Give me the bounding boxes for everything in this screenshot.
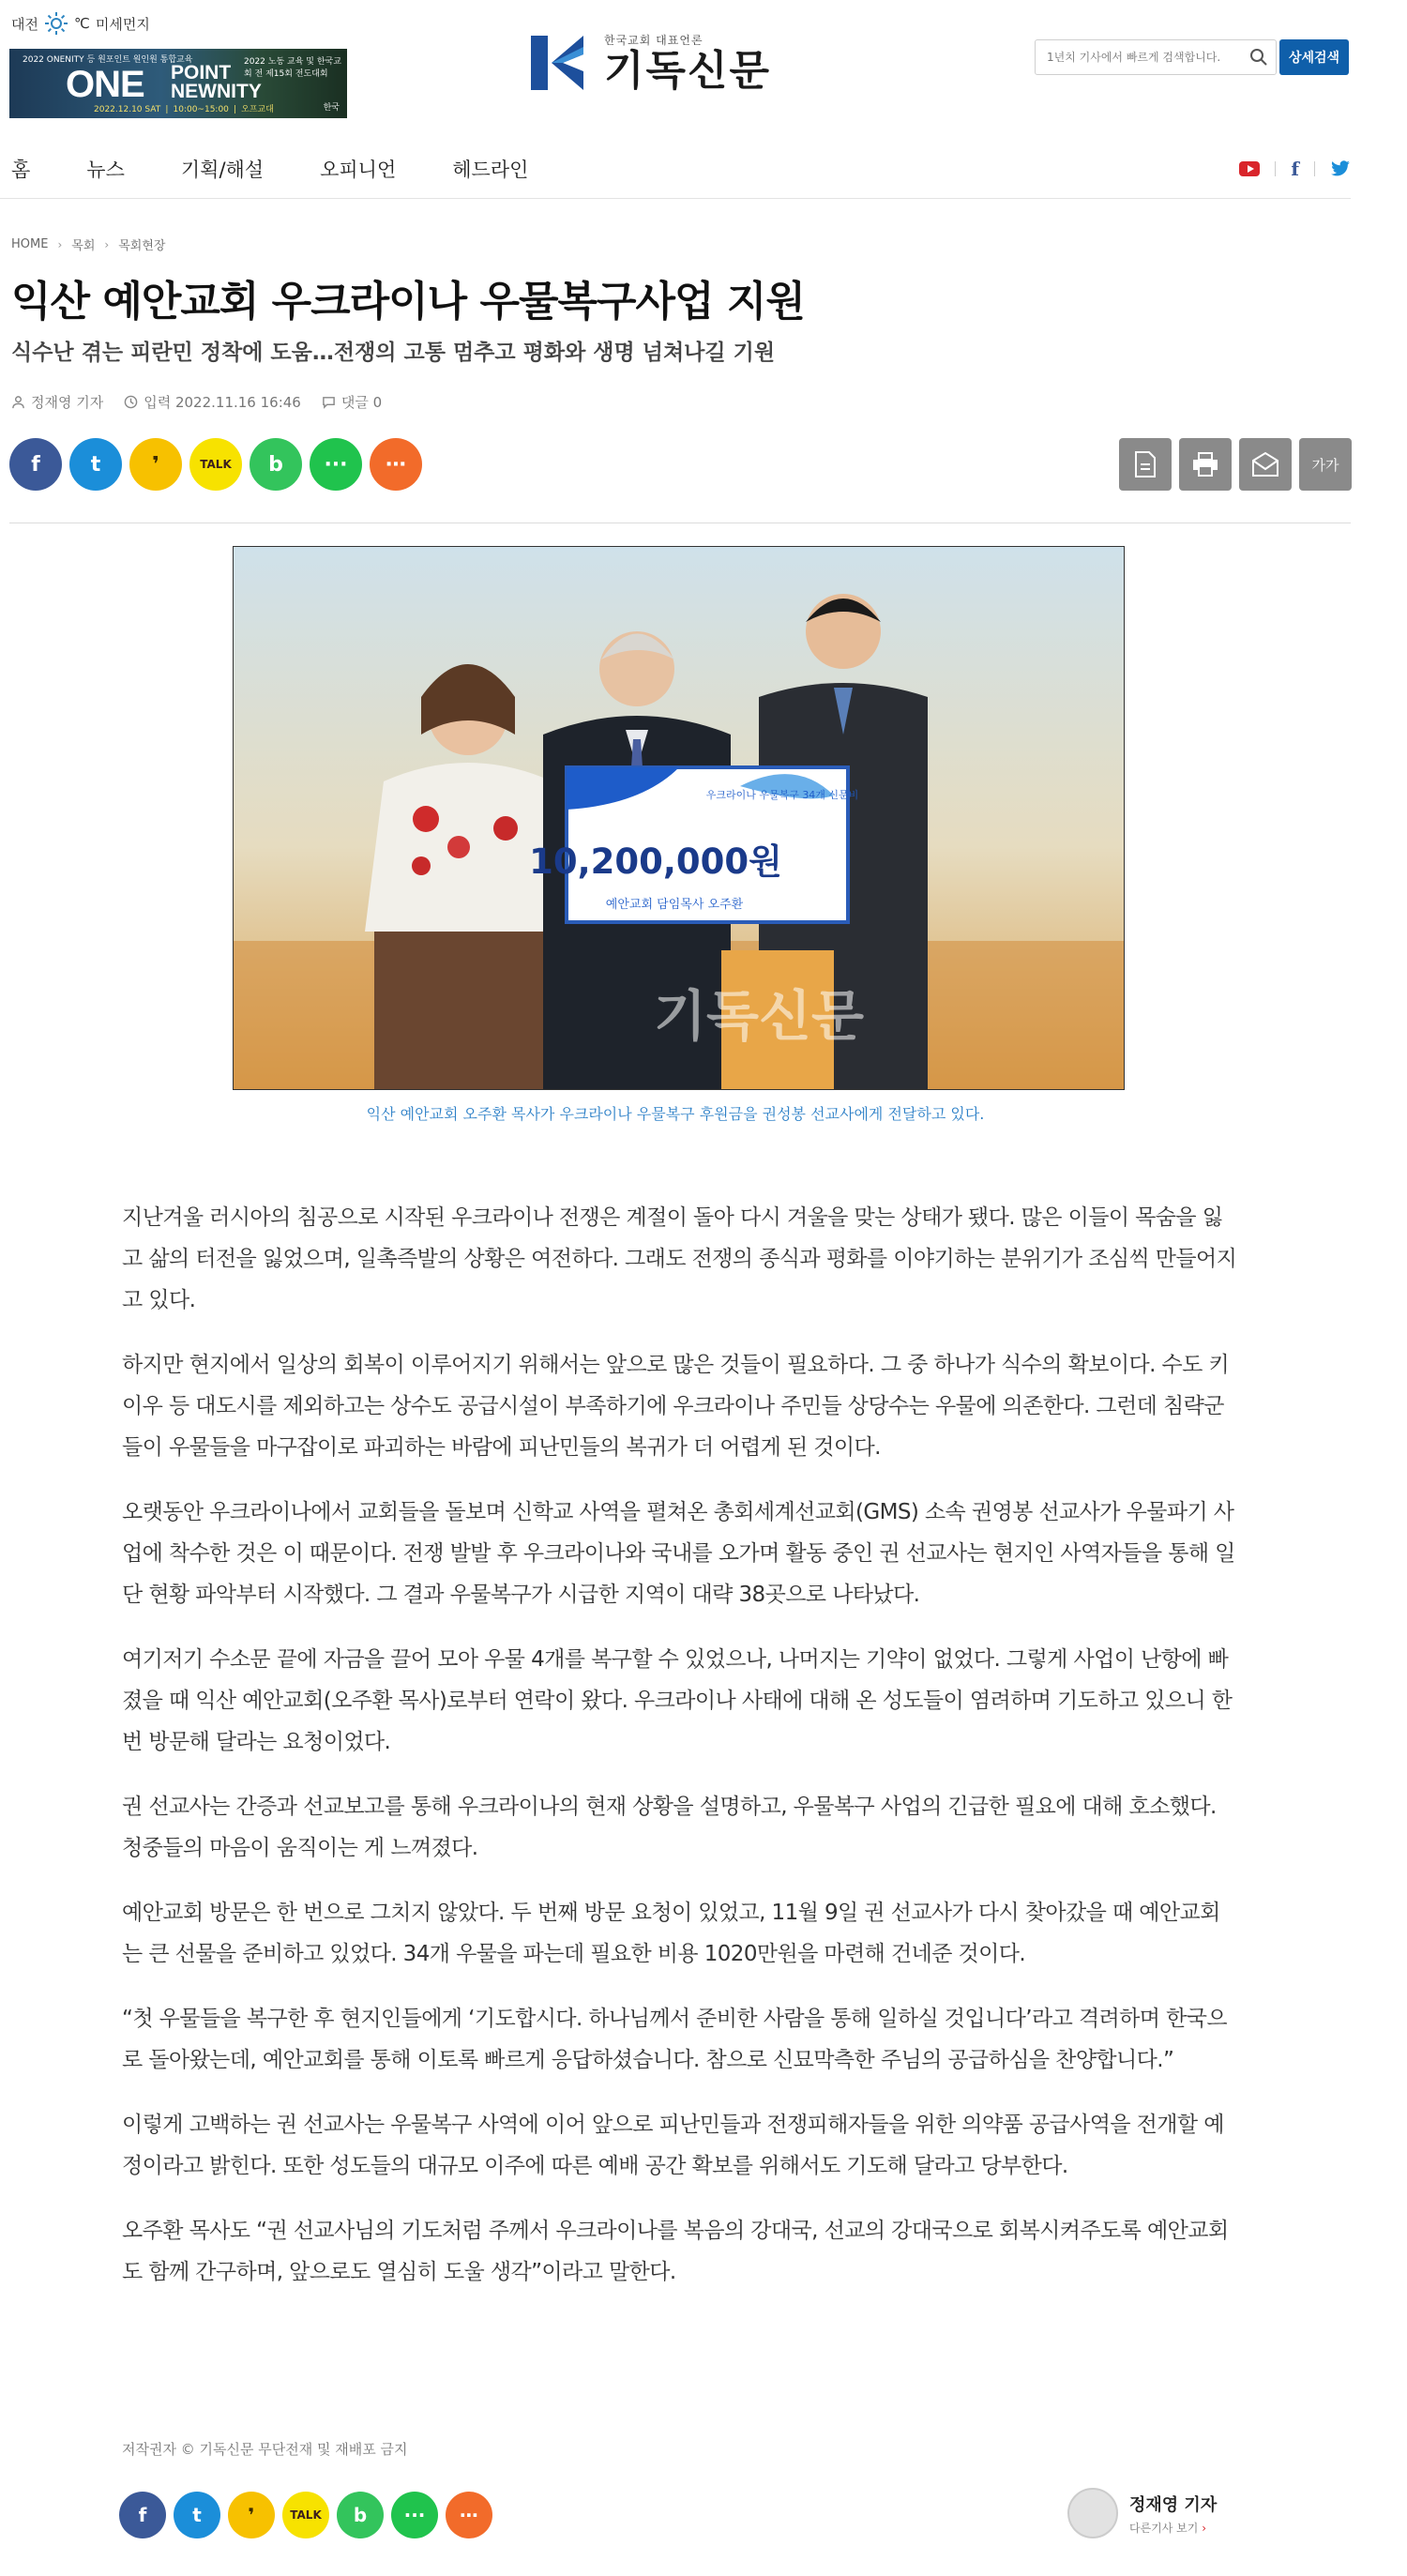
copyright-notice: 저작권자 © 기독신문 무단전재 및 재배포 금지: [122, 2441, 408, 2458]
nav-item-feature[interactable]: 기획/해설: [180, 159, 265, 181]
meta-date: [124, 392, 301, 412]
article-paragraph: 여기저기 수소문 끝에 자금을 끌어 모아 우물 4개를 복구할 수 있었으나, 나머지는 기약이 없었다. 그렇게 사업이 난항에 빠졌을 때 익산 예안교회(오주환 목사)로부터 연락이 왔다. 우크라이나 사태에 대해 온 성도들이 염려하며 기도하고 있으니 한 번 방문해 달라는 요청이었다.: [122, 1647, 1233, 1754]
article-body: [122, 1197, 1238, 2316]
article-paragraph: 지난겨울 러시아의 침공으로 시작된 우크라이나 전쟁은 계절이 돌아 다시 겨울을 맞는 상태가 됐다. 많은 이들이 목숨을 잃고 삶의 터전을 잃었으며, 일촉즉발의 상황은 여전하다. 그래도 전쟁의 종식과 평화를 이야기하는 분위기가 조심씩 만들어지고 있다.: [122, 1205, 1237, 1312]
check-amount: 10,200,000원: [529, 841, 782, 882]
check-top-text: 우크라이나 우물복구 34개 신문비: [705, 789, 859, 801]
share-kakaostory-button[interactable]: ❜: [228, 2492, 275, 2538]
author-name[interactable]: 정재영 기자: [31, 394, 104, 411]
article-paragraph: 오랫동안 우크라이나에서 교회들을 돌보며 신학교 사역을 펼쳐온 총회세계선교회(GMS) 소속 권영봉 선교사가 우물파기 사업에 착수한 것은 이 때문이다. 전쟁 발발 후 우크라이나와 국내를 오가며 활동 중인 권 선교사는 현지인 사역자들을 통해 일단 현황 파악부터 시작했다. 그 결과 우물복구가 시급한 지역이 대략 38곳으로 나타났다.: [122, 1500, 1235, 1607]
article-photo[interactable]: [233, 546, 1125, 1090]
meta-comments: [322, 392, 382, 412]
share-more-button[interactable]: ⋯: [446, 2492, 492, 2538]
breadcrumb-home[interactable]: HOME: [11, 237, 49, 251]
nav-item-news[interactable]: 뉴스: [86, 159, 125, 181]
banner-point: POINT: [171, 62, 232, 83]
photo-illustration: [234, 547, 1125, 1090]
article-paragraph: “첫 우물들을 복구한 후 현지인들에게 ‘기도합시다. 하나님께서 준비한 사람을 통해 일하실 것입니다’라고 격려하며 한국으로 돌아왔는데, 예안교회를 통해 이토록 빠르게 응답하셨습니다. 참으로 신묘막측한 주님의 공급하심을 찬양합니다.”: [122, 2007, 1227, 2072]
banner-sign: 한국: [323, 103, 340, 113]
search-input[interactable]: [1036, 40, 1237, 74]
article-meta: [11, 392, 382, 412]
avatar: [1067, 2488, 1118, 2538]
breadcrumb-section[interactable]: 목회: [71, 239, 96, 253]
copy-url-button[interactable]: [1119, 438, 1172, 491]
advanced-search-button[interactable]: 상세검색: [1279, 39, 1349, 75]
share-bar-top: [9, 438, 422, 491]
share-twitter-button[interactable]: t: [174, 2492, 220, 2538]
meta-author: [11, 392, 103, 412]
document-icon: [1133, 450, 1157, 478]
breadcrumb: [11, 235, 165, 253]
article-paragraph: 권 선교사는 간증과 선교보고를 통해 우크라이나의 현재 상황을 설명하고, 우물복구 사업의 긴급한 필요에 대해 호소했다. 청중들의 마음이 움직이는 게 느껴졌다.: [122, 1795, 1217, 1860]
onepoint-banner[interactable]: [9, 49, 347, 118]
comment-count[interactable]: 댓글 0: [340, 394, 383, 411]
banner-right-text: 2022 노동 교육 및 한국교회 전 제15회 전도대회: [244, 57, 341, 79]
weather-temp: ℃: [73, 15, 90, 32]
reporter-card[interactable]: [1067, 2488, 1217, 2538]
person-icon: [11, 395, 25, 409]
photo-watermark: 기독신문: [653, 984, 865, 1048]
youtube-icon[interactable]: [1239, 161, 1260, 176]
share-facebook-button[interactable]: f: [119, 2492, 166, 2538]
article-subtitle: 식수난 겪는 피란민 정착에 도움…전쟁의 고통 멈추고 평화와 생명 넘쳐나길 기원: [11, 341, 776, 365]
share-twitter-button[interactable]: t: [69, 438, 122, 491]
chevron-right-icon: ›: [104, 237, 110, 251]
printer-icon: [1191, 451, 1219, 477]
share-more-button[interactable]: ⋯: [370, 438, 422, 491]
share-line-button[interactable]: ···: [310, 438, 362, 491]
weather-city: 대전: [11, 15, 38, 33]
share-line-button[interactable]: ···: [391, 2492, 438, 2538]
social-links: [1239, 158, 1351, 180]
email-button[interactable]: [1239, 438, 1292, 491]
social-divider: [1314, 161, 1315, 176]
photo-caption: 익산 예안교회 오주환 목사가 우크라이나 우물복구 후원금을 권성봉 선교사에게 전달하고 있다.: [366, 1105, 985, 1123]
banner-newnity: NEWNITY: [171, 81, 262, 102]
article-title: 익산 예안교회 우크라이나 우물복구사업 지원: [11, 278, 805, 326]
banner-top-text: 2022 ONENITY 등 원포인트 원인원 통합교육: [23, 55, 193, 65]
facebook-icon[interactable]: f: [1291, 158, 1299, 180]
site-logo[interactable]: [525, 30, 771, 96]
logo-slogan: 한국교회 대표언론: [604, 33, 704, 47]
share-facebook-button[interactable]: f: [9, 438, 62, 491]
share-kakaostory-button[interactable]: ❜: [129, 438, 182, 491]
share-bar-bottom: [119, 2492, 492, 2538]
reporter-name[interactable]: 정재영 기자: [1129, 2494, 1218, 2515]
print-button[interactable]: [1179, 438, 1232, 491]
article-tools: [1119, 438, 1352, 491]
twitter-icon[interactable]: [1330, 160, 1351, 177]
banner-headline: ONE: [66, 64, 144, 105]
chevron-right-icon: ›: [1202, 2521, 1207, 2535]
nav-item-headline[interactable]: 헤드라인: [452, 159, 529, 181]
font-size-button[interactable]: 가가: [1299, 438, 1352, 491]
share-band-button[interactable]: b: [250, 438, 302, 491]
weather-widget: [11, 11, 150, 36]
share-kakaotalk-button[interactable]: TALK: [189, 438, 242, 491]
reporter-more-link[interactable]: [1129, 2520, 1217, 2536]
comment-icon: [322, 395, 336, 409]
sun-icon: [44, 11, 68, 36]
article-paragraph: 하지만 현지에서 일상의 회복이 이루어지기 위해서는 앞으로 많은 것들이 필요하다. 그 중 하나가 식수의 확보이다. 수도 키이우 등 대도시를 제외하고는 상수도 공급시설이 부족하기에 우크라이나 주민들 상당수는 우물에 의존한다. 그런데 침략군들이 우물들을 마구잡이로 파괴하는 바람에 피난민들의 복귀가 더 어렵게 된 것이다.: [122, 1353, 1230, 1460]
article-paragraph: 오주환 목사도 “권 선교사님의 기도처럼 주께서 우크라이나를 복음의 강대국, 선교의 강대국으로 회복시켜주도록 예안교회도 함께 간구하며, 앞으로도 열심히 도울 생각”이라고 말한다.: [122, 2219, 1229, 2284]
article-paragraph: 이렇게 고백하는 권 선교사는 우물복구 사역에 이어 앞으로 피난민들과 전쟁피해자들을 위한 의약품 공급사역을 전개할 예정이라고 밝힌다. 또한 성도들의 대규모 이주에 따른 예배 공간 확보를 위해서도 기도해 달라고 당부한다.: [122, 2113, 1224, 2178]
social-divider: [1275, 161, 1276, 176]
logo-name: 기독신문: [604, 46, 772, 95]
chevron-right-icon: ›: [57, 237, 63, 251]
breadcrumb-subsection[interactable]: 목회현장: [118, 239, 166, 253]
weather-dust: 미세먼지: [95, 15, 150, 33]
article-paragraph: 예안교회 방문은 한 번으로 그치지 않았다. 두 번째 방문 요청이 있었고, 11월 9일 권 선교사가 다시 찾아갔을 때 예안교회는 큰 선물을 준비하고 있었다. 34개 우물을 파는데 필요한 비용 1020만원을 마련해 건네준 것이다.: [122, 1901, 1220, 1966]
nav-item-opinion[interactable]: 오피니언: [320, 159, 397, 181]
search-icon[interactable]: [1249, 48, 1268, 67]
banner-date: 2022.12.10 SAT ❘ 10:00~15:00 ❘ 오프교대: [94, 105, 274, 114]
reporter-more-text: 다른기사 보기: [1129, 2521, 1199, 2535]
search-box: [1035, 39, 1277, 75]
mail-icon: [1250, 451, 1280, 477]
clock-icon: [124, 395, 138, 409]
nav-item-home[interactable]: 홈: [11, 159, 31, 181]
check-bottom-text: 예안교회 담임목사 오주환: [605, 898, 744, 912]
publish-date: 입력 2022.11.16 16:46: [144, 394, 301, 411]
logo-k-icon: [525, 30, 591, 96]
main-nav: [0, 139, 1351, 199]
share-kakaotalk-button[interactable]: TALK: [282, 2492, 329, 2538]
share-band-button[interactable]: b: [337, 2492, 384, 2538]
